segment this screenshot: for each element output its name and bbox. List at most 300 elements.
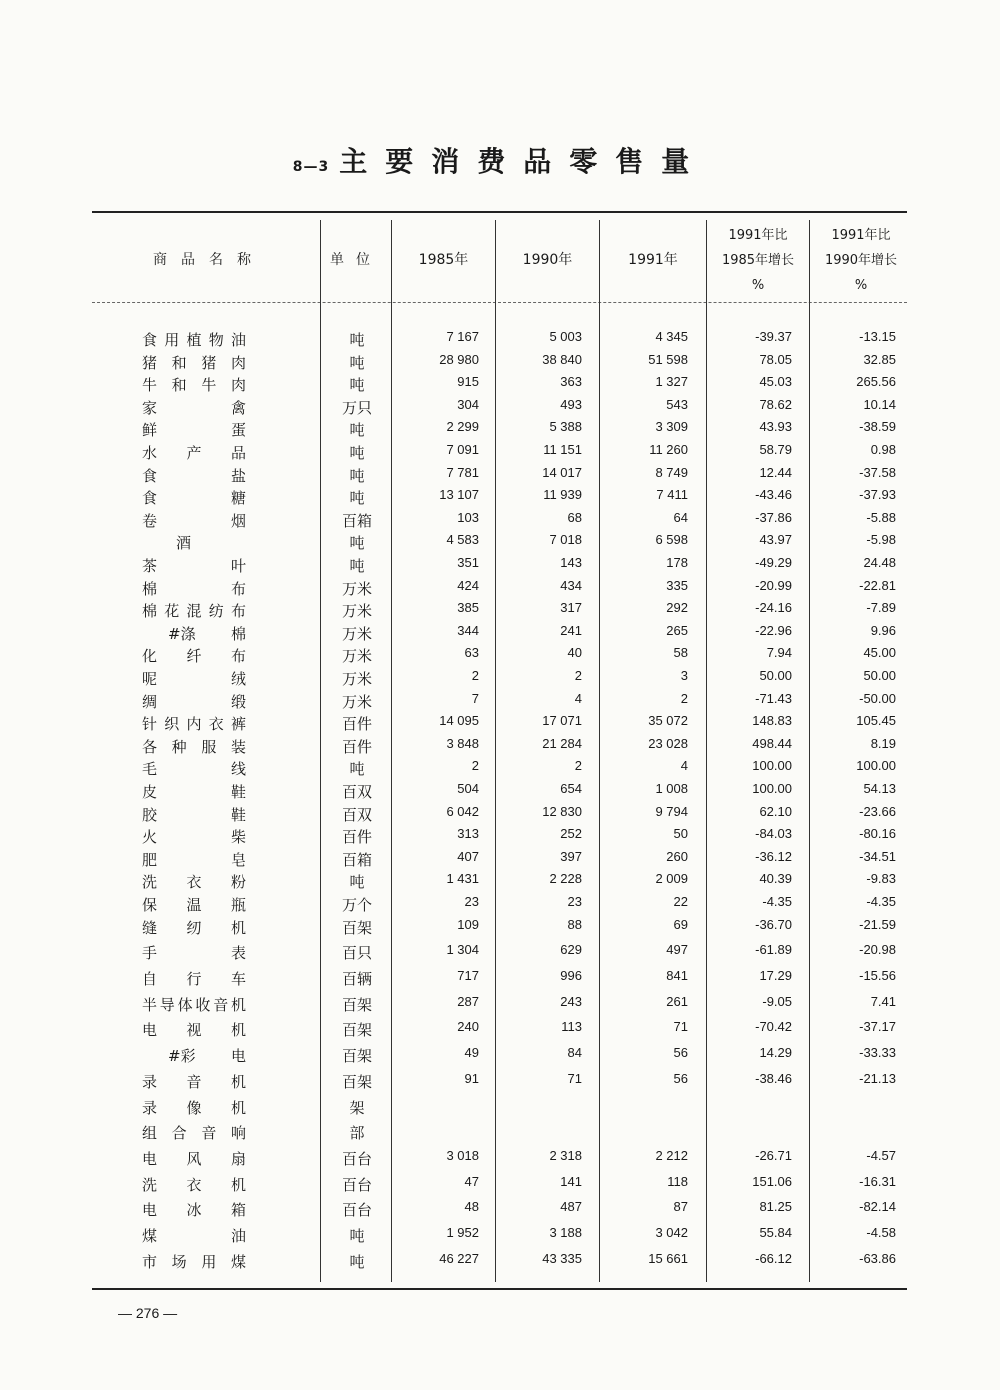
table-row bbox=[0, 643, 1000, 665]
value-1991: 7 411 bbox=[656, 487, 688, 503]
growth-vs-1990: -80.16 bbox=[859, 826, 896, 842]
item-unit: 百架 bbox=[341, 1047, 372, 1066]
growth-vs-1990: 8.19 bbox=[870, 735, 896, 751]
table-row bbox=[0, 689, 1000, 711]
value-1985: 407 bbox=[457, 848, 479, 864]
item-name: 肥 皂 bbox=[142, 850, 246, 869]
item-name: 各 种 服 装 bbox=[142, 737, 246, 756]
header-1990: 1990年 bbox=[522, 251, 573, 268]
value-1985: 23 bbox=[464, 894, 479, 909]
table-row bbox=[0, 1069, 1000, 1091]
item-name: 家 禽 bbox=[142, 398, 246, 417]
growth-vs-1990: -5.98 bbox=[866, 532, 896, 548]
table-row bbox=[0, 666, 1000, 688]
growth-vs-1990: -15.56 bbox=[859, 968, 896, 983]
item-unit: 吨 bbox=[349, 444, 365, 462]
table-row bbox=[0, 711, 1000, 733]
value-1991: 3 042 bbox=[655, 1225, 688, 1240]
growth-vs-1985: -4.35 bbox=[762, 894, 792, 909]
value-1985: 1 431 bbox=[446, 871, 479, 887]
value-1991: 265 bbox=[666, 622, 688, 638]
value-1985: 385 bbox=[457, 600, 479, 616]
growth-vs-1985: 100.00 bbox=[752, 781, 792, 796]
growth-vs-1985: -61.89 bbox=[755, 942, 792, 958]
table-top-rule bbox=[92, 211, 907, 213]
value-1991: 4 345 bbox=[655, 329, 688, 344]
value-1985: 6 042 bbox=[446, 803, 479, 819]
value-1985: 1 304 bbox=[446, 942, 479, 958]
table-row bbox=[0, 992, 1000, 1014]
item-name: 组 合 音 响 bbox=[142, 1124, 246, 1143]
value-1990: 38 840 bbox=[542, 351, 582, 367]
header-name: 商品名称 bbox=[153, 251, 265, 268]
growth-vs-1990: 45.00 bbox=[863, 645, 896, 661]
item-unit: 百架 bbox=[341, 1072, 372, 1091]
growth-vs-1990: -9.83 bbox=[866, 871, 896, 887]
growth-vs-1985: 40.39 bbox=[759, 871, 792, 887]
growth-vs-1985: -36.70 bbox=[755, 916, 792, 932]
value-1990: 71 bbox=[567, 1070, 582, 1086]
value-1991: 87 bbox=[673, 1199, 688, 1215]
item-unit: 万米 bbox=[341, 692, 372, 711]
value-1985: 4 583 bbox=[446, 532, 479, 548]
value-1990: 17 071 bbox=[542, 713, 582, 729]
item-name: 茶 叶 bbox=[142, 557, 246, 575]
value-1990: 996 bbox=[560, 968, 582, 983]
growth-vs-1985: -43.46 bbox=[755, 487, 792, 503]
growth-vs-1990: -33.33 bbox=[859, 1045, 896, 1061]
growth-vs-1985: -70.42 bbox=[755, 1019, 792, 1035]
value-1985: 3 018 bbox=[446, 1147, 479, 1163]
growth-vs-1985: -38.46 bbox=[755, 1070, 792, 1086]
table-row bbox=[0, 1017, 1000, 1039]
growth-vs-1985: 148.83 bbox=[752, 713, 792, 729]
item-unit: 架 bbox=[349, 1098, 365, 1117]
growth-vs-1985: -84.03 bbox=[755, 826, 792, 842]
value-1991: 118 bbox=[667, 1173, 688, 1189]
value-1985: 424 bbox=[457, 577, 479, 593]
header-1985: 1985年 bbox=[418, 251, 469, 268]
value-1990: 23 bbox=[567, 894, 582, 909]
item-unit: 百件 bbox=[341, 828, 372, 847]
growth-vs-1990: -63.86 bbox=[859, 1250, 896, 1266]
growth-vs-1990: 9.96 bbox=[870, 622, 896, 638]
table-bottom-rule bbox=[92, 1288, 907, 1290]
table-row bbox=[0, 892, 1000, 914]
item-unit: 吨 bbox=[349, 1252, 365, 1271]
growth-vs-1985: 78.05 bbox=[759, 351, 792, 367]
growth-vs-1990: -21.59 bbox=[859, 916, 896, 932]
value-1990: 7 018 bbox=[549, 532, 582, 548]
table-row bbox=[0, 350, 1000, 372]
item-name: 棉 花 混 纺 布 bbox=[142, 602, 246, 621]
table-row bbox=[0, 576, 1000, 598]
item-unit: 万米 bbox=[341, 670, 372, 688]
item-name: 录 音 机 bbox=[142, 1072, 246, 1091]
item-name: 棉 布 bbox=[142, 579, 246, 598]
table-row bbox=[0, 1172, 1000, 1194]
item-unit: 万米 bbox=[341, 624, 372, 643]
value-1990: 629 bbox=[560, 942, 582, 958]
growth-vs-1990: 50.00 bbox=[863, 668, 896, 683]
item-name: 煤 油 bbox=[142, 1227, 246, 1245]
table-row bbox=[0, 1043, 1000, 1065]
value-1991: 69 bbox=[673, 916, 688, 932]
item-name: 牛 和 牛 肉 bbox=[142, 376, 246, 395]
item-unit: 百箱 bbox=[341, 850, 372, 869]
value-1990: 3 188 bbox=[549, 1225, 582, 1240]
table-row bbox=[0, 417, 1000, 439]
growth-vs-1990: -38.59 bbox=[859, 419, 896, 435]
table-row bbox=[0, 395, 1000, 417]
value-1985: 287 bbox=[457, 993, 479, 1009]
growth-vs-1990: -22.81 bbox=[859, 577, 896, 593]
growth-vs-1990: -23.66 bbox=[859, 803, 896, 819]
value-1985: 2 299 bbox=[446, 419, 479, 435]
growth-vs-1985: 100.00 bbox=[752, 758, 792, 774]
item-name: 食 糖 bbox=[142, 489, 246, 508]
table-row bbox=[0, 915, 1000, 937]
table-row bbox=[0, 940, 1000, 962]
value-1985: 915 bbox=[457, 374, 479, 390]
item-unit: 部 bbox=[349, 1124, 365, 1143]
table-row bbox=[0, 847, 1000, 869]
table-row bbox=[0, 869, 1000, 891]
value-1991: 1 008 bbox=[655, 781, 688, 796]
growth-vs-1990: -5.88 bbox=[866, 509, 896, 525]
item-name: 手 表 bbox=[142, 944, 246, 963]
header-unit: 单位 bbox=[330, 251, 382, 268]
item-name: 自 行 车 bbox=[142, 970, 246, 988]
growth-vs-1985: 55.84 bbox=[759, 1225, 792, 1240]
item-unit: 吨 bbox=[349, 534, 365, 553]
value-1990: 241 bbox=[560, 622, 582, 638]
growth-vs-1985: -20.99 bbox=[755, 577, 792, 593]
value-1985: 13 107 bbox=[439, 487, 479, 503]
item-unit: 万米 bbox=[341, 602, 372, 621]
table-row bbox=[0, 621, 1000, 643]
growth-vs-1990: -37.93 bbox=[859, 487, 896, 503]
header-divider bbox=[92, 302, 907, 303]
value-1990: 113 bbox=[561, 1019, 582, 1035]
growth-vs-1990: 24.48 bbox=[863, 555, 896, 570]
growth-vs-1985: -66.12 bbox=[755, 1250, 792, 1266]
value-1985: 48 bbox=[464, 1199, 479, 1215]
growth-vs-1990: 100.00 bbox=[856, 758, 896, 774]
growth-vs-1990: -7.89 bbox=[866, 600, 896, 616]
value-1985: 91 bbox=[464, 1070, 479, 1086]
value-1991: 58 bbox=[673, 645, 688, 661]
value-1985: 304 bbox=[457, 396, 479, 412]
table-row bbox=[0, 779, 1000, 801]
item-name: 市 场 用 煤 bbox=[142, 1252, 246, 1271]
value-1985: 344 bbox=[457, 622, 479, 638]
table-row bbox=[0, 802, 1000, 824]
value-1991: 64 bbox=[673, 509, 688, 525]
value-1985: 2 bbox=[471, 758, 479, 774]
growth-vs-1985: 498.44 bbox=[752, 735, 792, 751]
value-1991: 6 598 bbox=[655, 532, 688, 548]
table-row bbox=[0, 463, 1000, 485]
value-1991: 9 794 bbox=[655, 803, 688, 819]
growth-vs-1990: -21.13 bbox=[859, 1070, 896, 1086]
value-1990: 243 bbox=[560, 993, 582, 1009]
value-1990: 654 bbox=[560, 781, 582, 796]
value-1991: 51 598 bbox=[648, 351, 688, 367]
item-name: 酒 bbox=[176, 534, 192, 553]
table-row bbox=[0, 734, 1000, 756]
value-1991: 261 bbox=[666, 993, 688, 1009]
item-unit: 百箱 bbox=[341, 511, 372, 530]
item-unit: 万米 bbox=[341, 647, 372, 666]
item-unit: 吨 bbox=[349, 557, 365, 575]
item-unit: 吨 bbox=[349, 1227, 365, 1245]
item-name: 火 柴 bbox=[142, 828, 246, 847]
table-row bbox=[0, 1146, 1000, 1168]
value-1991: 543 bbox=[666, 396, 688, 412]
value-1990: 2 bbox=[574, 758, 582, 774]
item-unit: 百架 bbox=[341, 918, 372, 937]
growth-vs-1985: 17.29 bbox=[759, 968, 792, 983]
item-name: 缝 纫 机 bbox=[142, 918, 246, 937]
item-name: 化 纤 布 bbox=[142, 647, 246, 666]
item-name: 卷 烟 bbox=[142, 511, 246, 530]
item-name: 电 冰 箱 bbox=[142, 1201, 246, 1220]
item-name: 食 盐 bbox=[142, 466, 246, 485]
table-row bbox=[0, 1223, 1000, 1245]
item-unit: 吨 bbox=[349, 489, 365, 508]
value-1990: 487 bbox=[560, 1199, 582, 1215]
value-1990: 14 017 bbox=[542, 464, 582, 480]
value-1985: 47 bbox=[464, 1173, 479, 1189]
item-unit: 百台 bbox=[341, 1201, 372, 1220]
table-row bbox=[0, 824, 1000, 846]
value-1985: 7 091 bbox=[446, 442, 479, 457]
growth-vs-1985: -36.12 bbox=[755, 848, 792, 864]
value-1990: 143 bbox=[560, 555, 582, 570]
value-1991: 8 749 bbox=[655, 464, 688, 480]
item-unit: 百双 bbox=[341, 805, 372, 824]
item-name: 半 导 体 收 音 机 bbox=[142, 995, 246, 1014]
value-1991: 56 bbox=[673, 1045, 688, 1061]
item-unit: 百架 bbox=[341, 995, 372, 1014]
item-name: #彩 电 bbox=[168, 1047, 246, 1066]
table-number: 8—3 bbox=[292, 159, 330, 175]
item-name: 绸 缎 bbox=[142, 692, 246, 711]
value-1991: 35 072 bbox=[648, 713, 688, 729]
value-1991: 2 212 bbox=[655, 1147, 688, 1163]
item-name: 食 用 植 物 油 bbox=[142, 331, 246, 349]
growth-vs-1990: 32.85 bbox=[863, 351, 896, 367]
value-1990: 21 284 bbox=[542, 735, 582, 751]
growth-vs-1985: -24.16 bbox=[755, 600, 792, 616]
growth-vs-1990: -4.35 bbox=[866, 894, 896, 909]
item-unit: 万米 bbox=[341, 579, 372, 598]
growth-vs-1985: 43.97 bbox=[759, 532, 792, 548]
growth-vs-1985: -37.86 bbox=[755, 509, 792, 525]
value-1985: 7 781 bbox=[446, 464, 479, 480]
growth-vs-1990: -16.31 bbox=[859, 1173, 896, 1189]
item-name: 皮 鞋 bbox=[142, 783, 246, 801]
value-1985: 109 bbox=[457, 916, 479, 932]
item-unit: 万个 bbox=[341, 896, 372, 914]
value-1985: 313 bbox=[457, 826, 479, 842]
value-1985: 3 848 bbox=[446, 735, 479, 751]
value-1991: 335 bbox=[666, 577, 688, 593]
item-name: #涤 棉 bbox=[168, 624, 246, 643]
growth-vs-1985: -26.71 bbox=[755, 1147, 792, 1163]
value-1990: 40 bbox=[567, 645, 582, 661]
table-title: 主要消费品零售量 bbox=[339, 145, 708, 178]
growth-vs-1985: 14.29 bbox=[759, 1045, 792, 1061]
item-unit: 百双 bbox=[341, 783, 372, 801]
growth-vs-1990: -37.17 bbox=[859, 1019, 896, 1035]
item-unit: 百件 bbox=[341, 737, 372, 756]
value-1990: 2 bbox=[574, 668, 582, 683]
value-1991: 11 260 bbox=[649, 442, 688, 457]
value-1991: 56 bbox=[673, 1070, 688, 1086]
growth-vs-1990: -34.51 bbox=[859, 848, 896, 864]
value-1985: 2 bbox=[471, 668, 479, 683]
growth-vs-1990: -20.98 bbox=[859, 942, 896, 958]
value-1985: 14 095 bbox=[439, 713, 479, 729]
table-row bbox=[0, 485, 1000, 507]
value-1990: 5 388 bbox=[549, 419, 582, 435]
header-1991: 1991年 bbox=[628, 251, 678, 268]
value-1985: 240 bbox=[457, 1019, 479, 1035]
value-1990: 88 bbox=[567, 916, 582, 932]
value-1990: 12 830 bbox=[542, 803, 582, 819]
value-1990: 2 228 bbox=[549, 871, 582, 887]
growth-vs-1990: -82.14 bbox=[859, 1199, 896, 1215]
value-1991: 23 028 bbox=[648, 735, 688, 751]
growth-vs-1990: 105.45 bbox=[856, 713, 896, 729]
item-unit: 吨 bbox=[349, 331, 365, 349]
item-unit: 百台 bbox=[341, 1149, 372, 1168]
growth-vs-1985: 151.06 bbox=[752, 1173, 792, 1189]
growth-vs-1985: 62.10 bbox=[759, 803, 792, 819]
value-1991: 71 bbox=[673, 1019, 688, 1035]
item-name: 洗 衣 机 bbox=[142, 1175, 246, 1194]
growth-vs-1990: 10.14 bbox=[863, 396, 896, 412]
value-1990: 363 bbox=[560, 374, 582, 390]
table-row bbox=[0, 966, 1000, 988]
value-1985: 103 bbox=[457, 509, 479, 525]
header-growth-vs-1985: 1991年比 1985年增长 % bbox=[721, 227, 795, 293]
growth-vs-1985: 12.44 bbox=[759, 464, 792, 480]
growth-vs-1985: 81.25 bbox=[759, 1199, 792, 1215]
item-name: 水 产 品 bbox=[142, 444, 246, 462]
growth-vs-1985: 7.94 bbox=[766, 645, 792, 661]
value-1985: 49 bbox=[464, 1045, 479, 1061]
item-unit: 百只 bbox=[341, 944, 372, 963]
growth-vs-1985: 50.00 bbox=[759, 668, 792, 683]
item-unit: 吨 bbox=[349, 376, 365, 395]
value-1985: 1 952 bbox=[446, 1225, 479, 1240]
item-name: 针 织 内 衣 裤 bbox=[142, 715, 246, 734]
growth-vs-1990: -4.57 bbox=[866, 1147, 896, 1163]
growth-vs-1985: 45.03 bbox=[759, 374, 792, 390]
table-row bbox=[0, 530, 1000, 552]
table-row bbox=[0, 508, 1000, 530]
item-name: 猪 和 猪 肉 bbox=[142, 353, 246, 372]
value-1990: 397 bbox=[560, 848, 582, 864]
table-row bbox=[0, 1095, 1000, 1117]
table-row bbox=[0, 440, 1000, 462]
value-1991: 260 bbox=[666, 848, 688, 864]
item-name: 胶 鞋 bbox=[142, 805, 246, 824]
header-growth-vs-1990: 1991年比 1990年增长 % bbox=[824, 227, 898, 293]
value-1990: 493 bbox=[560, 396, 582, 412]
value-1985: 63 bbox=[464, 645, 479, 661]
growth-vs-1985: 58.79 bbox=[759, 442, 792, 457]
page-title bbox=[0, 140, 1000, 180]
item-unit: 万只 bbox=[341, 398, 372, 417]
growth-vs-1985: 43.93 bbox=[759, 419, 792, 435]
growth-vs-1985: -9.05 bbox=[762, 993, 792, 1009]
value-1990: 252 bbox=[560, 826, 582, 842]
value-1991: 178 bbox=[666, 555, 688, 570]
growth-vs-1985: -49.29 bbox=[755, 555, 792, 570]
value-1990: 5 003 bbox=[549, 329, 582, 344]
item-name: 录 像 机 bbox=[142, 1098, 246, 1117]
growth-vs-1990: 0.98 bbox=[870, 442, 896, 457]
item-unit: 吨 bbox=[349, 353, 365, 372]
item-name: 电 视 机 bbox=[142, 1021, 246, 1040]
value-1985: 46 227 bbox=[439, 1250, 479, 1266]
growth-vs-1985: -71.43 bbox=[755, 690, 792, 706]
value-1990: 84 bbox=[567, 1045, 582, 1061]
table-row bbox=[0, 1120, 1000, 1142]
growth-vs-1990: -37.58 bbox=[859, 464, 896, 480]
item-unit: 吨 bbox=[349, 760, 365, 779]
growth-vs-1990: -13.15 bbox=[859, 329, 896, 344]
value-1991: 841 bbox=[666, 968, 688, 983]
value-1990: 11 151 bbox=[543, 442, 582, 457]
value-1985: 28 980 bbox=[439, 351, 479, 367]
growth-vs-1990: -4.58 bbox=[866, 1225, 896, 1240]
item-unit: 百台 bbox=[341, 1175, 372, 1194]
item-unit: 百辆 bbox=[341, 970, 372, 988]
item-unit: 百件 bbox=[341, 715, 372, 734]
value-1990: 4 bbox=[574, 690, 582, 706]
table-row bbox=[0, 553, 1000, 575]
growth-vs-1990: 265.56 bbox=[856, 374, 896, 390]
value-1990: 68 bbox=[567, 509, 582, 525]
value-1985: 504 bbox=[457, 781, 479, 796]
item-unit: 吨 bbox=[349, 873, 365, 892]
table-row bbox=[0, 1197, 1000, 1219]
value-1985: 7 167 bbox=[446, 329, 479, 344]
item-unit: 吨 bbox=[349, 466, 365, 485]
item-unit: 百架 bbox=[341, 1021, 372, 1040]
growth-vs-1990: -50.00 bbox=[859, 690, 896, 706]
page-number: — 276 — bbox=[118, 1305, 178, 1321]
item-name: 电 风 扇 bbox=[142, 1149, 246, 1168]
growth-vs-1990: 7.41 bbox=[870, 993, 896, 1009]
growth-vs-1990: 54.13 bbox=[863, 781, 896, 796]
value-1990: 141 bbox=[560, 1173, 582, 1189]
table-row bbox=[0, 327, 1000, 349]
value-1990: 43 335 bbox=[542, 1250, 582, 1266]
value-1991: 3 309 bbox=[655, 419, 688, 435]
table-row bbox=[0, 1249, 1000, 1271]
item-name: 毛 线 bbox=[142, 760, 246, 779]
value-1990: 2 318 bbox=[549, 1147, 582, 1163]
value-1985: 351 bbox=[457, 555, 479, 570]
item-name: 呢 绒 bbox=[142, 670, 246, 688]
table-row bbox=[0, 598, 1000, 620]
